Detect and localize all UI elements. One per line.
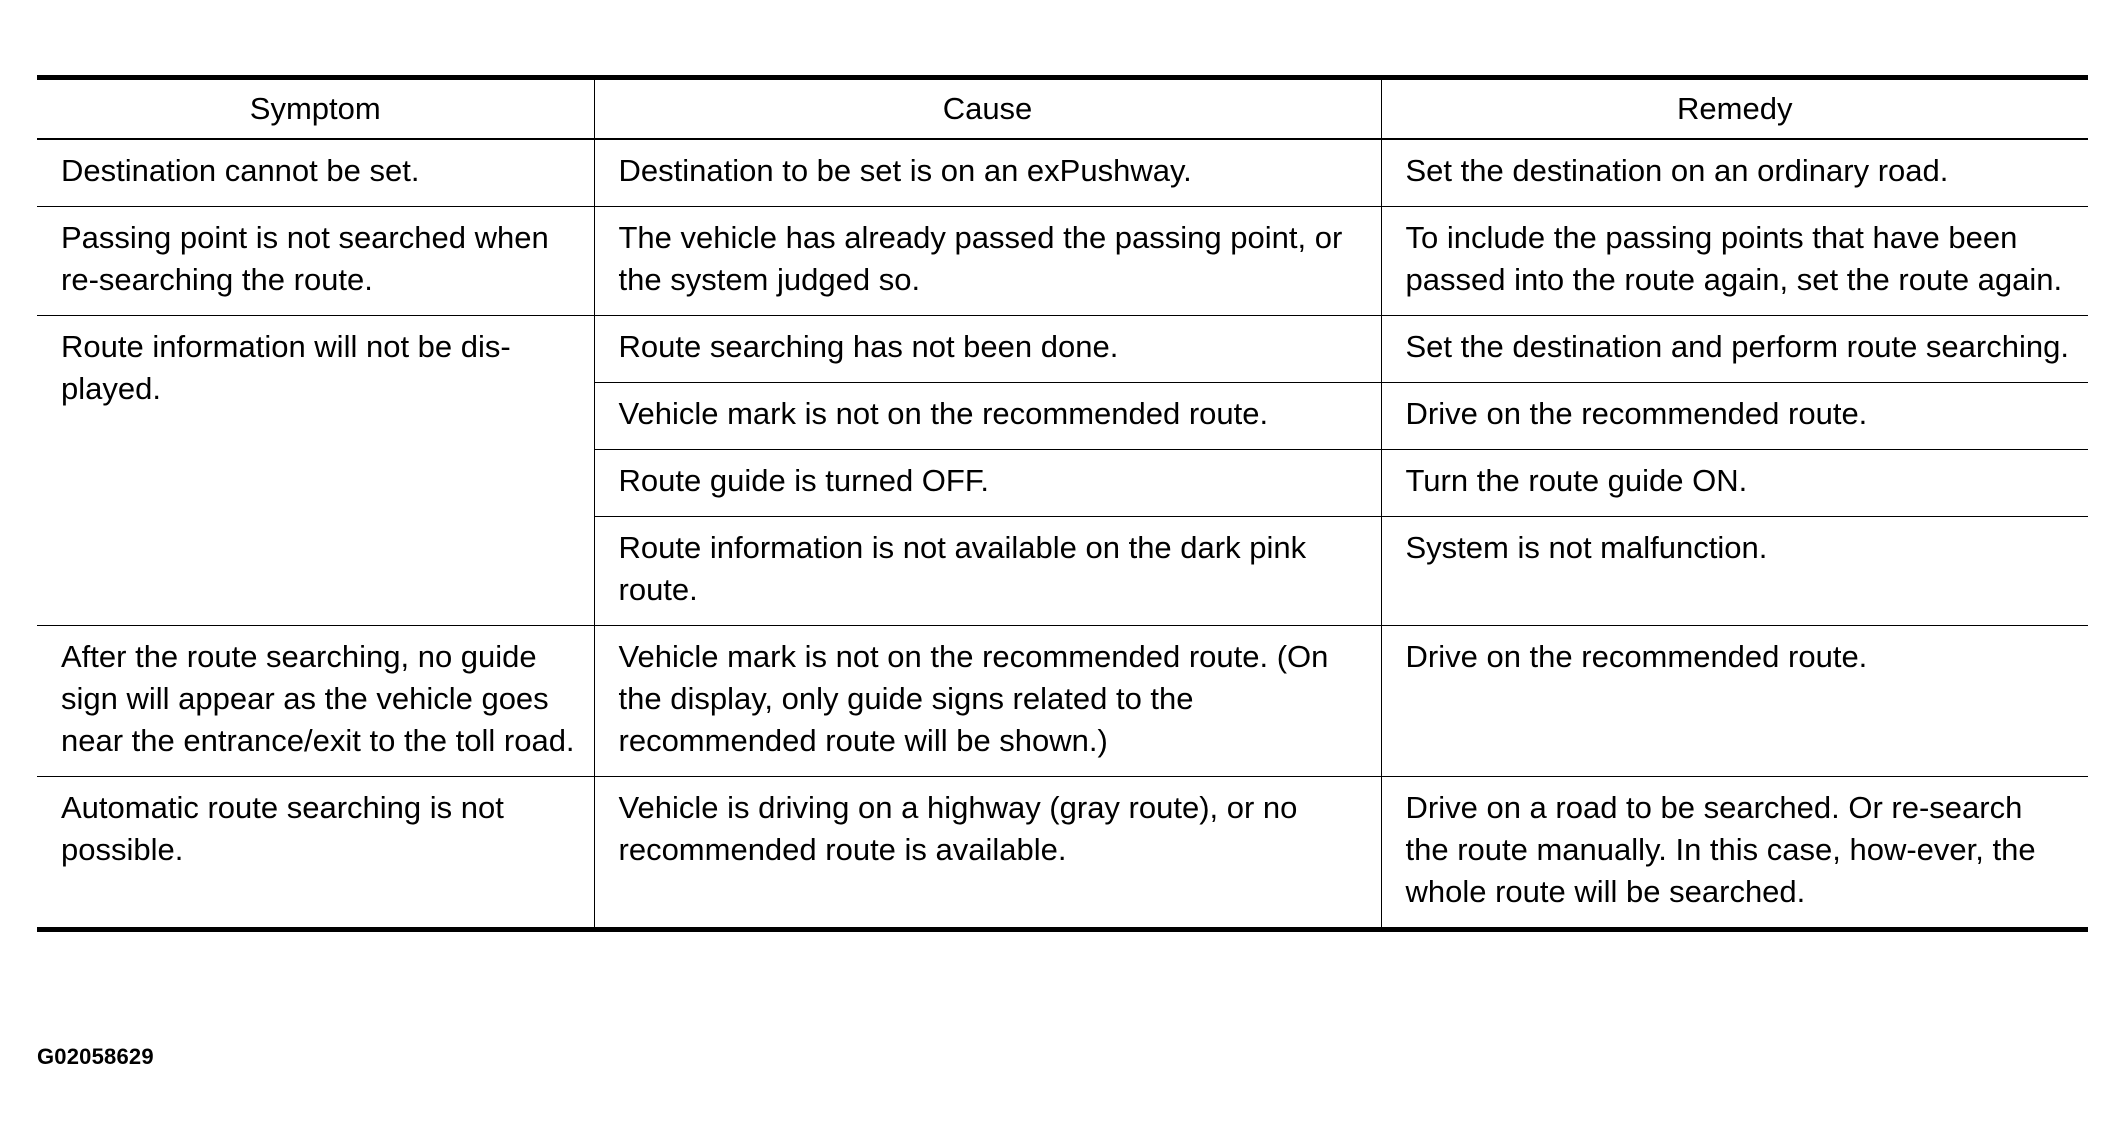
cause-cell: Route information is not available on the dark pink route. bbox=[594, 517, 1381, 626]
table-row bbox=[37, 777, 2088, 930]
remedy-cell: Drive on a road to be searched. Or re-search the route manually. In this case, how-ever, the whole route will be searched. bbox=[1381, 777, 2088, 930]
remedy-cell: Turn the route guide ON. bbox=[1381, 450, 2088, 517]
cause-cell: Vehicle mark is not on the recommended route. bbox=[594, 383, 1381, 450]
cause-cell: The vehicle has already passed the passing point, or the system judged so. bbox=[594, 207, 1381, 316]
table-row bbox=[37, 139, 2088, 207]
table-row bbox=[37, 626, 2088, 777]
table-row bbox=[37, 207, 2088, 316]
remedy-cell: Set the destination and perform route searching. bbox=[1381, 316, 2088, 383]
cause-cell: Route guide is turned OFF. bbox=[594, 450, 1381, 517]
remedy-cell: Drive on the recommended route. bbox=[1381, 626, 2088, 777]
cause-cell: Destination to be set is on an exPushway. bbox=[594, 139, 1381, 207]
symptom-cell: Route information will not be dis-played. bbox=[37, 316, 594, 626]
troubleshooting-table bbox=[37, 75, 2088, 932]
remedy-cell: Drive on the recommended route. bbox=[1381, 383, 2088, 450]
symptom-cell: Passing point is not searched when re-searching the route. bbox=[37, 207, 594, 316]
remedy-cell: System is not malfunction. bbox=[1381, 517, 2088, 626]
table-header bbox=[37, 78, 2088, 140]
remedy-cell: To include the passing points that have been passed into the route again, set the route again. bbox=[1381, 207, 2088, 316]
cause-cell: Vehicle mark is not on the recommended route. (On the display, only guide signs related to the recommended route will be shown.) bbox=[594, 626, 1381, 777]
header-symptom: Symptom bbox=[249, 91, 381, 126]
cause-cell: Vehicle is driving on a highway (gray route), or no recommended route is available. bbox=[594, 777, 1381, 930]
symptom-cell: Destination cannot be set. bbox=[37, 139, 594, 207]
header-remedy: Remedy bbox=[1381, 78, 2088, 140]
symptom-cell: Automatic route searching is not possible. bbox=[37, 777, 594, 930]
header-cause: Cause bbox=[594, 78, 1381, 140]
symptom-cell: After the route searching, no guide sign will appear as the vehicle goes near the entrance/exit to the toll road. bbox=[37, 626, 594, 777]
cause-cell: Route searching has not been done. bbox=[594, 316, 1381, 383]
remedy-cell: Set the destination on an ordinary road. bbox=[1381, 139, 2088, 207]
table-row bbox=[37, 316, 2088, 383]
figure-id: G02058629 bbox=[37, 1044, 154, 1069]
